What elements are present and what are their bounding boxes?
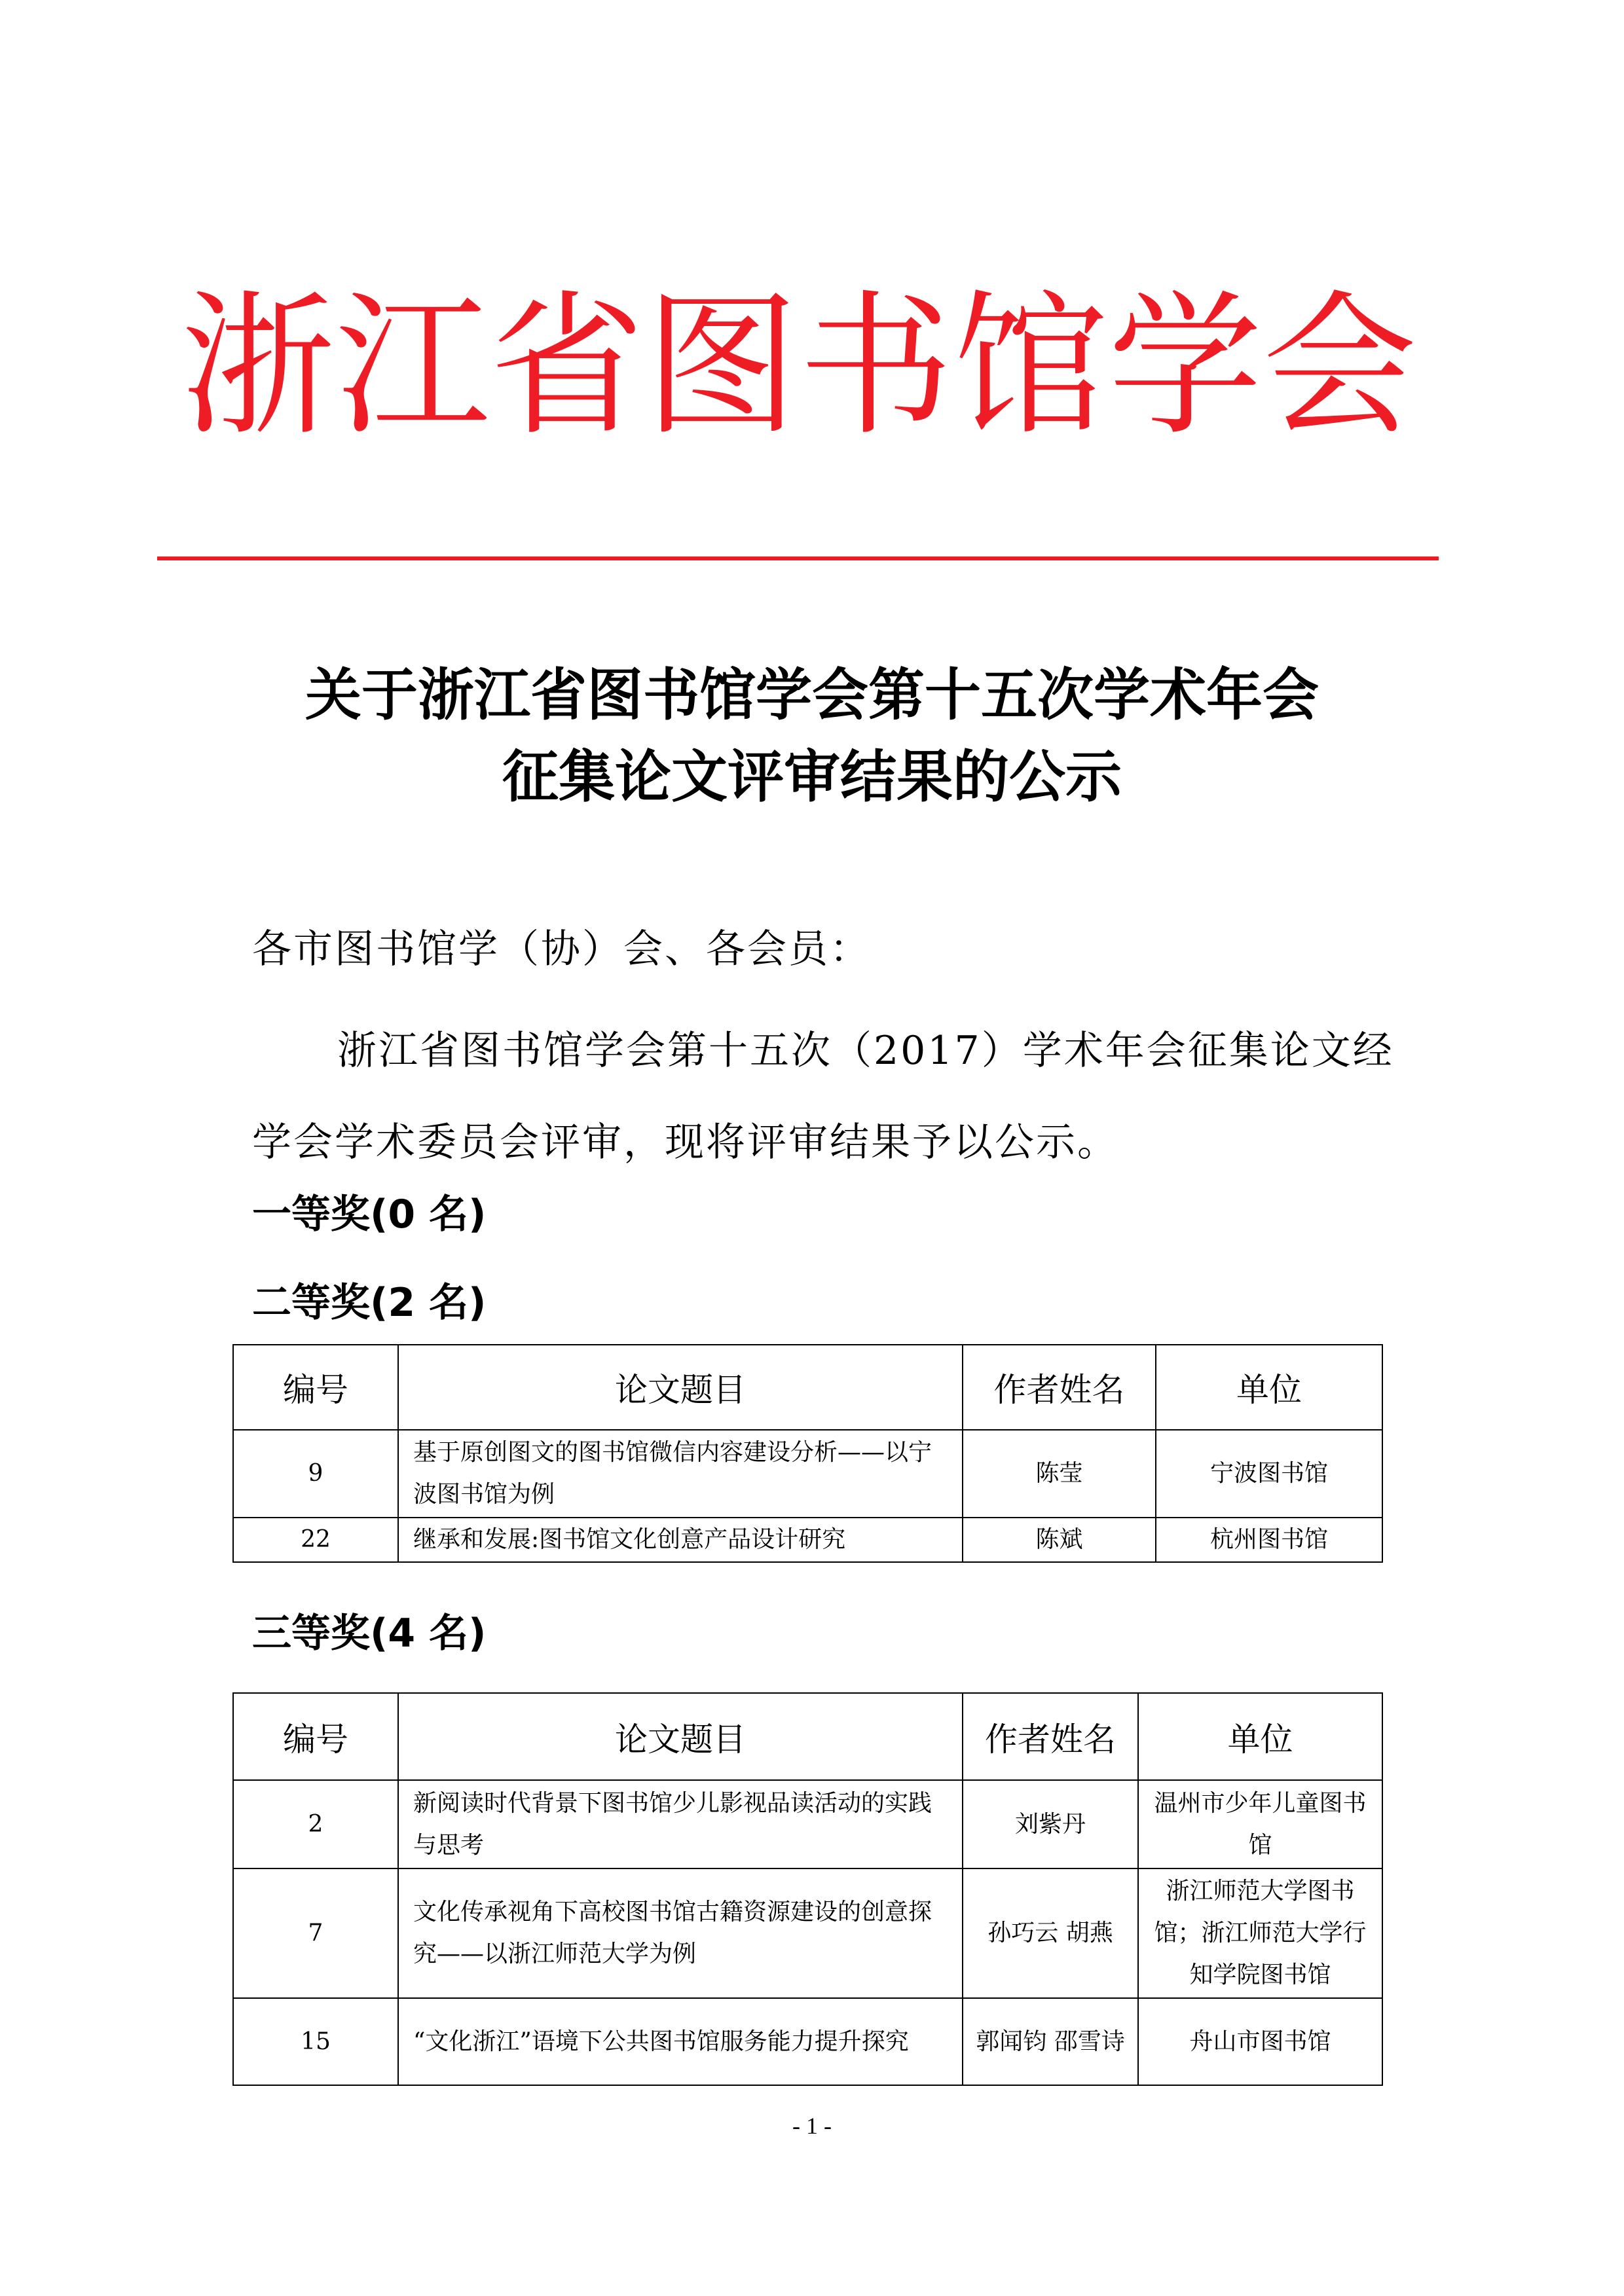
document-title-line-1: 关于浙江省图书馆学会第十五次学术年会 [305, 663, 1319, 728]
paper-no: 15 [233, 1998, 398, 2085]
table-header-row [233, 1693, 1382, 1780]
paper-title: 文化传承视角下高校图书馆古籍资源建设的创意探究——以浙江师范大学为例 [398, 1868, 963, 1998]
third-prize-heading: 三等奖(4 名) [252, 1611, 487, 1656]
header-author: 作者姓名 [963, 1693, 1138, 1780]
header-title: 论文题目 [398, 1693, 963, 1780]
document-title [131, 655, 1493, 818]
paper-no: 2 [233, 1780, 398, 1868]
paper-author: 陈斌 [963, 1518, 1156, 1562]
second-prize-heading: 二等奖(2 名) [252, 1280, 487, 1326]
paper-unit: 杭州图书馆 [1156, 1518, 1382, 1562]
table-row [233, 1430, 1382, 1518]
header-no: 编号 [233, 1693, 398, 1780]
table-row [233, 1780, 1382, 1868]
page-number: - 1 - [792, 2113, 832, 2139]
table-row [233, 1998, 1382, 2085]
paper-no: 9 [233, 1430, 398, 1518]
paper-author: 刘紫丹 [963, 1780, 1138, 1868]
paper-author: 陈莹 [963, 1430, 1156, 1518]
paper-title: 新阅读时代背景下图书馆少儿影视品读活动的实践与思考 [398, 1780, 963, 1868]
paper-unit: 宁波图书馆 [1156, 1430, 1382, 1518]
document-title-line-2: 征集论文评审结果的公示 [502, 744, 1122, 810]
table-row [233, 1518, 1382, 1562]
org-masthead: 浙江省图书馆学会 [180, 276, 1417, 456]
intro-paragraph: 浙江省图书馆学会第十五次（2017）学术年会征集论文经学会学术委员会评审，现将评审结果予以公示。 [252, 1028, 1394, 1165]
header-unit: 单位 [1138, 1693, 1382, 1780]
second-prize-table [232, 1344, 1383, 1563]
third-prize-table [232, 1692, 1383, 2086]
paper-unit: 舟山市图书馆 [1138, 1998, 1382, 2085]
header-unit: 单位 [1156, 1345, 1382, 1430]
header-author: 作者姓名 [963, 1345, 1156, 1430]
header-title: 论文题目 [398, 1345, 963, 1430]
paper-no: 7 [233, 1868, 398, 1998]
paper-title: “文化浙江”语境下公共图书馆服务能力提升探究 [398, 1998, 963, 2085]
salutation: 各市图书馆学（协）会、各会员： [252, 926, 871, 972]
first-prize-heading: 一等奖(0 名) [252, 1192, 487, 1237]
paper-author: 孙巧云 胡燕 [963, 1868, 1138, 1998]
paper-unit: 浙江师范大学图书馆；浙江师范大学行知学院图书馆 [1138, 1868, 1382, 1998]
red-divider-rule [157, 556, 1439, 560]
header-no: 编号 [233, 1345, 398, 1430]
paper-author: 郭闻钧 邵雪诗 [963, 1998, 1138, 2085]
table-header-row [233, 1345, 1382, 1430]
paper-title: 继承和发展:图书馆文化创意产品设计研究 [398, 1518, 963, 1562]
paper-unit: 温州市少年儿童图书馆 [1138, 1780, 1382, 1868]
paper-no: 22 [233, 1518, 398, 1562]
table-row [233, 1868, 1382, 1998]
paper-title: 基于原创图文的图书馆微信内容建设分析——以宁波图书馆为例 [398, 1430, 963, 1518]
